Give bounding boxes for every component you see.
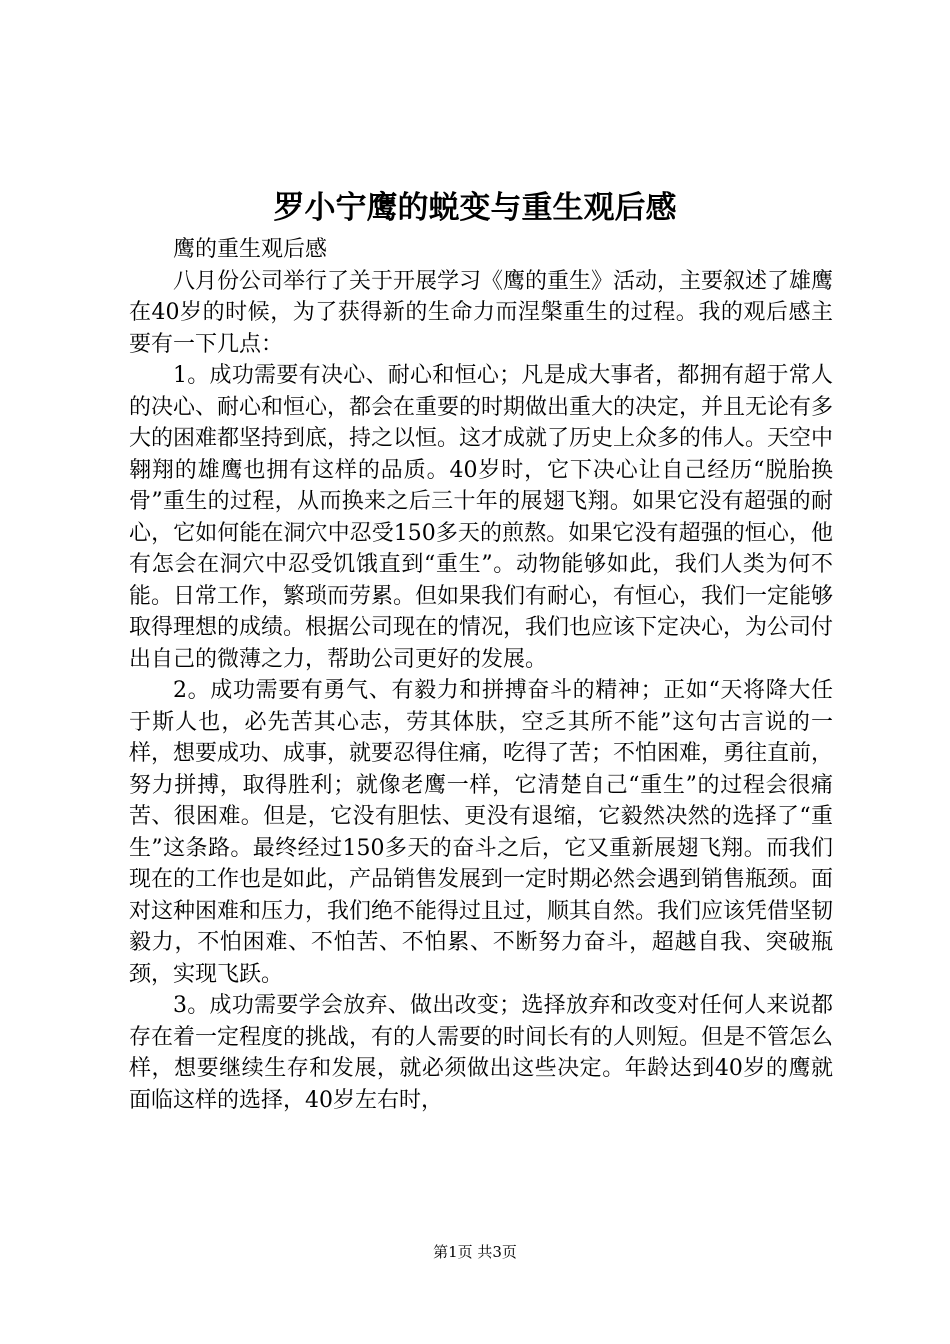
point-3-paragraph: 3。成功需要学会放弃、做出改变；选择放弃和改变对任何人来说都存在着一定程度的挑战，有的人需要的时间长有的人则短。但是不管怎么样，想要继续生存和发展，就必须做出这些决定。年龄达到40岁的鹰就面临这样的选择，40岁左右时， — [129, 993, 834, 1113]
document-title: 罗小宁鹰的蜕变与重生观后感 — [273, 190, 677, 226]
subtitle-paragraph: 鹰的重生观后感 — [173, 237, 328, 262]
point-2-paragraph: 2。成功需要有勇气、有毅力和拼搏奋斗的精神；正如“天将降大任于斯人也，必先苦其心志，劳其体肤，空乏其所不能”这句古言说的一样，想要成功、成事，就要忍得住痛，吃得了苦；不怕困难，勇往直前，努力拼搏，取得胜利；就像老鹰一样，它清楚自己“重生”的过程会很痛苦、很困难。但是，它没有胆怯、更没有退缩，它毅然决然的选择了“重生”这条路。最终经过150多天的奋斗之后，它又重新展翅飞翔。而我们现在的工作也是如此，产品销售发展到一定时期必然会遇到销售瓶颈。面对这种困难和压力，我们绝不能得过且过，顺其自然。我们应该凭借坚韧毅力，不怕困难、不怕苦、不怕累、不断努力奋斗，超越自我、突破瓶颈，实现飞跃。 — [129, 678, 834, 987]
document-body — [129, 234, 833, 1116]
page-number-footer: 第1页 共3页 — [433, 1243, 517, 1261]
intro-paragraph: 八月份公司举行了关于开展学习《鹰的重生》活动，主要叙述了雄鹰在40岁的时候，为了获得新的生命力而涅槃重生的过程。我的观后感主要有一下几点： — [129, 268, 834, 357]
point-1-paragraph: 1。成功需要有决心、耐心和恒心；凡是成大事者，都拥有超于常人的决心、耐心和恒心，都会在重要的时期做出重大的决定，并且无论有多大的困难都坚持到底，持之以恒。这才成就了历史上众多的伟人。天空中翱翔的雄鹰也拥有这样的品质。40岁时，它下决心让自己经历“脱胎换骨”重生的过程，从而换来之后三十年的展翅飞翔。如果它没有超强的耐心，它如何能在洞穴中忍受150多天的煎熬。如果它没有超强的恒心，他有怎会在洞穴中忍受饥饿直到“重生”。动物能够如此，我们人类为何不能。日常工作，繁琐而劳累。但如果我们有耐心，有恒心，我们一定能够取得理想的成绩。根据公司现在的情况，我们也应该下定决心，为公司付出自己的微薄之力，帮助公司更好的发展。 — [129, 363, 834, 672]
